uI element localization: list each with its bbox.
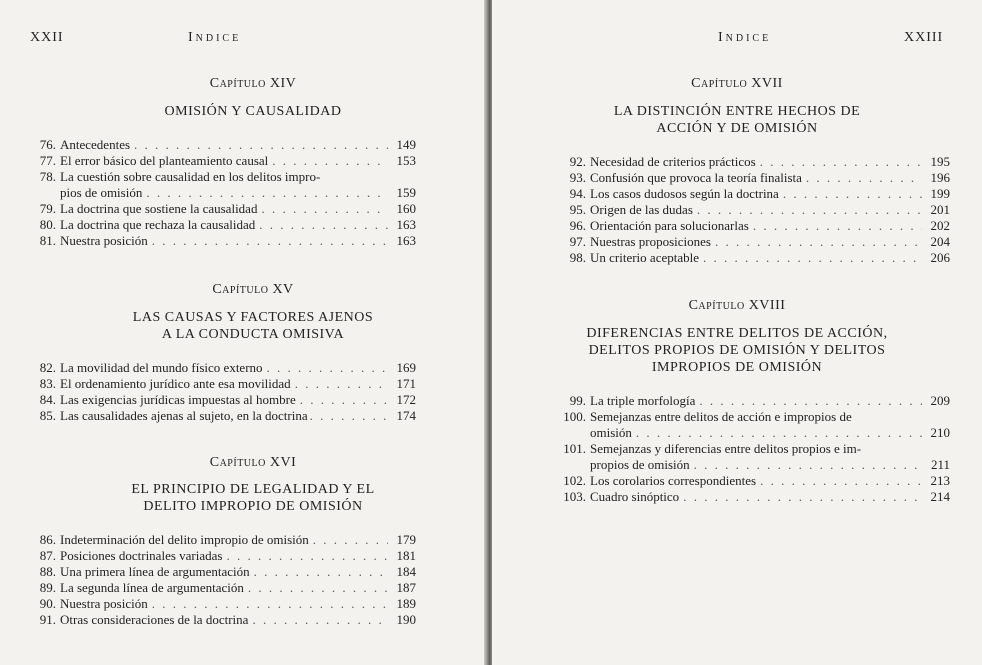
toc-list	[22, 532, 416, 628]
toc-entry: 78. La cuestión sobre causalidad en los delitos impro-	[39, 169, 321, 184]
toc-entry: 95. Origen de las dudas . . . 201	[552, 202, 950, 218]
toc-entry-continuation: pios de omisión . . . 159	[22, 185, 416, 201]
toc-entry: 82. La movilidad del mundo físico externo . . . 169	[22, 360, 416, 376]
toc-list	[22, 137, 416, 249]
toc-list	[22, 360, 416, 424]
running-header: Indice	[188, 30, 242, 45]
toc-entry: 99. La triple morfología . . . 209	[552, 393, 950, 409]
toc-entry-continuation: omisión . . . 210	[552, 425, 950, 441]
toc-entry: 80. La doctrina que rechaza la causalidad . . . 163	[22, 217, 416, 233]
toc-entry: 87. Posiciones doctrinales variadas . . . 181	[22, 548, 416, 564]
toc-entry: 76. Antecedentes . . . 149	[22, 137, 416, 153]
page-number: XXII	[30, 30, 64, 45]
toc-entry: 96. Orientación para solucionarlas . . . 202	[552, 218, 950, 234]
toc-entry: 88. Una primera línea de argumentación . . . 184	[22, 564, 416, 580]
chapter-title: OMISIÓN Y CAUSALIDAD	[164, 104, 342, 119]
chapter-title: DIFERENCIAS ENTRE DELITOS DE ACCIÓN, DELITOS PROPIOS DE OMISIÓN Y DELITOS IMPROPIOS DE OMISIÓN	[586, 326, 888, 375]
chapter-title: LAS CAUSAS Y FACTORES AJENOS A LA CONDUCTA OMISIVA	[132, 310, 374, 342]
page-number: XXIII	[904, 30, 944, 45]
toc-entry: 97. Nuestras proposiciones . . . 204	[552, 234, 950, 250]
toc-entry: 79. La doctrina que sostiene la causalidad . . . 160	[22, 201, 416, 217]
chapter-title: EL PRINCIPIO DE LEGALIDAD Y EL DELITO IMPROPIO DE OMISIÓN	[131, 482, 375, 514]
toc-entry: 86. Indeterminación del delito impropio de omisión . . . 179	[22, 532, 416, 548]
chapter-label: Capítulo XVI	[209, 455, 297, 470]
toc-entry: 83. El ordenamiento jurídico ante esa movilidad . . . 171	[22, 376, 416, 392]
toc-entry: 100. Semejanzas entre delitos de acción e impropios de	[563, 409, 852, 424]
chapter-title: LA DISTINCIÓN ENTRE HECHOS DE ACCIÓN Y DE OMISIÓN	[613, 104, 861, 136]
toc-entry: 98. Un criterio aceptable . . . 206	[552, 250, 950, 266]
running-header: Indice	[718, 30, 772, 45]
toc-entry: 102. Los corolarios correspondientes . . . 213	[552, 473, 950, 489]
toc-list	[552, 154, 950, 266]
toc-entry: 90. Nuestra posición . . . 189	[22, 596, 416, 612]
toc-entry: 101. Semejanzas y diferencias entre delitos propios e im-	[563, 441, 862, 456]
right-page	[492, 0, 982, 665]
toc-entry-continuation: propios de omisión . . . 211	[552, 457, 950, 473]
left-page	[0, 0, 486, 665]
toc-entry: 84. Las exigencias jurídicas impuestas al hombre . . . 172	[22, 392, 416, 408]
toc-entry: 93. Confusión que provoca la teoría finalista . . . 196	[552, 170, 950, 186]
toc-list	[552, 393, 950, 505]
toc-entry: 92. Necesidad de criterios prácticos . . . 195	[552, 154, 950, 170]
toc-entry: 91. Otras consideraciones de la doctrina . . . 190	[22, 612, 416, 628]
toc-entry: 94. Los casos dudosos según la doctrina . . . 199	[552, 186, 950, 202]
chapter-label: Capítulo XV	[212, 282, 294, 297]
chapter-label: Capítulo XIV	[209, 76, 297, 91]
chapter-label: Capítulo XVII	[691, 76, 783, 91]
toc-entry: 81. Nuestra posición . . . 163	[22, 233, 416, 249]
toc-entry: 85. Las causalidades ajenas al sujeto, en la doctrina . . . 174	[22, 408, 416, 424]
toc-entry: 77. El error básico del planteamiento causal . . . 153	[22, 153, 416, 169]
toc-entry: 89. La segunda línea de argumentación . . . 187	[22, 580, 416, 596]
chapter-label: Capítulo XVIII	[688, 298, 786, 313]
toc-entry: 103. Cuadro sinóptico . . . 214	[552, 489, 950, 505]
